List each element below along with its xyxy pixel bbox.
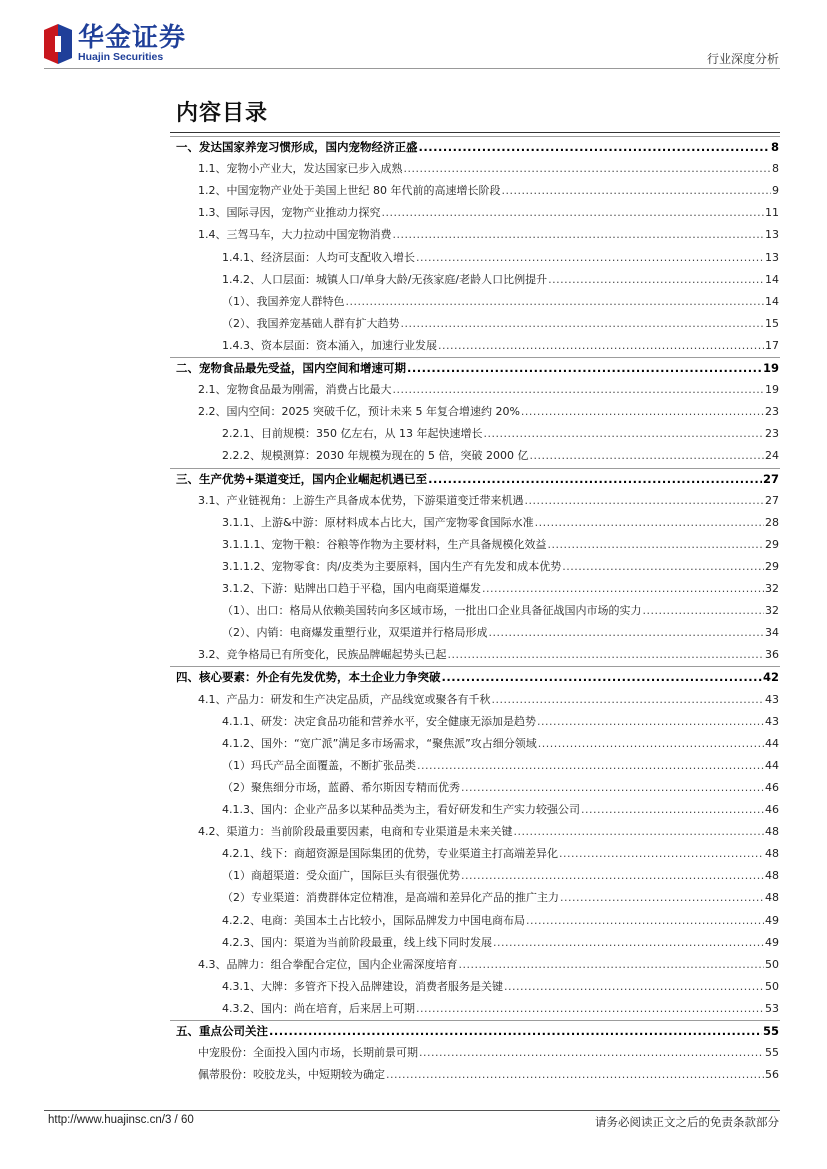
- toc-page-number: 8: [772, 162, 779, 176]
- toc-page-number: 43: [765, 714, 779, 728]
- toc-entry[interactable]: [222, 445, 779, 467]
- toc-dot-leader: [416, 998, 764, 1020]
- toc-entry[interactable]: [222, 799, 779, 821]
- toc-dot-leader: [525, 490, 765, 512]
- toc-entry[interactable]: [222, 976, 779, 998]
- toc-page-number: 14: [765, 294, 779, 308]
- toc-dot-leader: [482, 578, 764, 600]
- toc-page-number: 23: [765, 427, 779, 441]
- toc-entry[interactable]: [198, 1064, 779, 1086]
- toc-entry[interactable]: [198, 821, 779, 843]
- toc-entry[interactable]: [176, 1020, 779, 1042]
- toc-dot-leader: [417, 755, 764, 777]
- toc-page-number: 43: [765, 692, 779, 706]
- toc-page-number: 44: [765, 758, 779, 772]
- toc-dot-leader: [526, 910, 764, 932]
- toc-entry[interactable]: [222, 865, 779, 887]
- toc-dot-leader: [404, 158, 772, 180]
- toc-entry[interactable]: [222, 622, 779, 644]
- toc-page-number: 19: [765, 383, 779, 397]
- toc-entry[interactable]: [222, 269, 779, 291]
- toc-page-number: 48: [765, 825, 779, 839]
- toc-entry[interactable]: [198, 224, 779, 246]
- toc-title: 内容目录: [176, 101, 269, 126]
- toc-entry[interactable]: [222, 578, 779, 600]
- toc-entry-title: 4.2、渠道力：当前阶段最重要因素，电商和专业渠道是未来关键: [198, 825, 513, 839]
- toc-entry-title: 4.2.1、线下：商超资源是国际集团的优势，专业渠道主打高端差异化: [222, 847, 558, 861]
- toc-entry-title: 1.4、三驾马车，大力拉动中国宠物消费: [198, 228, 392, 242]
- toc-entry-title: 4.1.3、国内：企业产品多以某种品类为主，看好研发和生产实力较强公司: [222, 803, 580, 816]
- toc-entry-title: 1.4.2、人口层面：城镇人口/单身大龄/无孩家庭/老龄人口比例提升: [222, 272, 548, 286]
- toc-entry-title: 4.2.3、国内：渠道为当前阶段最重，线上线下同时发展: [222, 935, 492, 949]
- toc-entry[interactable]: [222, 600, 779, 622]
- toc-entry[interactable]: [222, 711, 779, 733]
- toc-entry[interactable]: [198, 490, 779, 512]
- toc-page-number: 27: [765, 493, 779, 507]
- toc-page-number: 55: [765, 1046, 779, 1060]
- toc-dot-leader: [548, 269, 764, 291]
- toc-entry-title: （1）、我国养宠人群特色: [222, 294, 345, 308]
- toc-dot-leader: [489, 622, 765, 644]
- toc-entry[interactable]: [222, 335, 779, 357]
- toc-dot-leader: [459, 954, 765, 976]
- toc-dot-leader: [560, 887, 764, 909]
- toc-entry[interactable]: [198, 1042, 779, 1064]
- toc-dot-leader: [407, 357, 762, 379]
- toc-entry-title: 4.2.2、电商：美国本土占比较小，国际品牌发力中国电商布局: [222, 913, 525, 927]
- toc-page-number: 48: [765, 869, 779, 883]
- toc-entry-title: 1.4.1、经济层面：人均可支配收入增长: [222, 250, 415, 264]
- toc-entry-title: 4.3.1、大牌：多管齐下投入品牌建设，消费者服务是关键: [222, 979, 503, 993]
- toc-dot-leader: [537, 711, 764, 733]
- toc-dot-leader: [428, 468, 762, 490]
- toc-entry-title: 1.4.3、资本层面：资本涌入，加速行业发展: [222, 338, 437, 352]
- toc-page-number: 46: [765, 780, 779, 794]
- toc-entry-title: 佩蒂股份：咬胶龙头，中短期较为确定: [198, 1068, 385, 1082]
- huajin-logo-icon: [44, 24, 72, 64]
- toc-entry-title: 四、核心要素：外企有先发优势，本土企业力争突破: [176, 670, 441, 685]
- toc-entry-title: （1）商超渠道：受众面广，国际巨头有很强优势: [222, 869, 460, 883]
- toc-entry[interactable]: [222, 247, 779, 269]
- toc-entry[interactable]: [198, 379, 779, 401]
- toc-section-separator: [170, 136, 780, 137]
- toc-entry[interactable]: [222, 777, 779, 799]
- toc-page-number: 8: [770, 140, 779, 154]
- toc-entry-title: 中宠股份：全面投入国内市场，长期前景可期: [198, 1046, 418, 1060]
- toc-page-number: 17: [765, 338, 779, 352]
- toc-page-number: 27: [762, 471, 779, 486]
- toc-page-number: 32: [765, 582, 779, 595]
- toc-dot-leader: [562, 556, 764, 578]
- toc-entry[interactable]: [198, 954, 779, 976]
- logo-chinese-name: 华金证券: [78, 23, 187, 53]
- toc-entry-title: 2.1、宠物食品最为刚需，消费占比最大: [198, 383, 392, 397]
- toc-page-number: 50: [765, 957, 779, 971]
- toc-dot-leader: [416, 247, 764, 269]
- toc-entry[interactable]: [176, 136, 779, 158]
- toc-page-number: 53: [765, 1001, 779, 1015]
- toc-entry[interactable]: [198, 401, 779, 423]
- toc-dot-leader: [538, 733, 764, 755]
- toc-entry[interactable]: [222, 556, 779, 578]
- toc-dot-leader: [492, 689, 765, 711]
- toc-entry-title: 3.1、产业链视角：上游生产具备成本优势，下游渠道变迁带来机遇: [198, 493, 524, 507]
- toc-dot-leader: [448, 644, 765, 666]
- toc-page-number: 36: [765, 648, 779, 662]
- toc-page-number: 29: [765, 537, 779, 551]
- toc-dot-leader: [442, 666, 762, 688]
- toc-entry[interactable]: [198, 689, 779, 711]
- toc-entry[interactable]: [222, 843, 779, 865]
- toc-page-number: 23: [765, 405, 779, 419]
- toc-section-separator: [170, 357, 780, 358]
- toc-entry[interactable]: [222, 313, 779, 335]
- toc-entry[interactable]: [222, 755, 779, 777]
- toc-page-number: 48: [765, 847, 779, 861]
- toc-page-number: 14: [765, 272, 779, 286]
- toc-dot-leader: [461, 777, 764, 799]
- toc-entry-title: 3.1.2、下游：贴牌出口趋于平稳，国内电商渠道爆发: [222, 582, 481, 595]
- toc-entry[interactable]: [222, 512, 779, 534]
- toc-entry-title: （1）玛氏产品全面覆盖，不断扩张品类: [222, 758, 416, 772]
- toc-entry-title: 一、发达国家养宠习惯形成，国内宠物经济正盛: [176, 140, 418, 154]
- toc-dot-leader: [393, 379, 765, 401]
- toc-entry-title: 3.1.1.2、宠物零食：肉/皮类为主要原料，国内生产有先发和成本优势: [222, 559, 562, 573]
- toc-dot-leader: [521, 401, 764, 423]
- toc-entry-title: 3.1.1.1、宠物干粮：谷粮等作物为主要材料，生产具备规模化效益: [222, 537, 547, 551]
- toc-entry-title: 五、重点公司关注: [176, 1024, 268, 1038]
- toc-dot-leader: [382, 202, 765, 224]
- toc-dot-leader: [501, 180, 771, 202]
- toc-entry[interactable]: [222, 423, 779, 445]
- toc-entry-title: 三、生产优势+渠道变迁，国内企业崛起机遇已至: [176, 471, 428, 486]
- toc-entry-title: （2）聚焦细分市场，蓝爵、希尔斯因专精而优秀: [222, 780, 460, 794]
- toc-page-number: 24: [765, 449, 779, 463]
- toc-dot-leader: [346, 291, 765, 313]
- header-divider: [44, 68, 780, 69]
- toc-entry[interactable]: [176, 357, 779, 379]
- toc-entry-title: 2.2.1、目前规模：350 亿左右，从 13 年起快速增长: [222, 427, 483, 441]
- toc-page-number: 46: [765, 803, 779, 816]
- toc-page-number: 13: [765, 250, 779, 264]
- toc-entry-title: 4.1.1、研发：决定食品功能和营养水平，安全健康无添加是趋势: [222, 714, 536, 728]
- toc-entry[interactable]: [198, 158, 779, 180]
- toc-entry-title: 3.2、竞争格局已有所变化，民族品牌崛起势头已起: [198, 648, 447, 662]
- toc-entry[interactable]: [222, 932, 779, 954]
- toc-entry-title: 二、宠物食品最先受益，国内空间和增速可期: [176, 361, 406, 375]
- toc-entry[interactable]: [198, 180, 779, 202]
- toc-entry[interactable]: [198, 202, 779, 224]
- toc-dot-leader: [643, 600, 765, 622]
- toc-entry-title: 4.1.2、国外：“宽广派”满足多市场需求，“聚焦派”攻占细分领域: [222, 736, 537, 750]
- toc-section-separator: [170, 468, 780, 469]
- toc-page-number: 49: [765, 913, 779, 927]
- toc-dot-leader: [419, 136, 770, 158]
- toc-page-number: 15: [765, 316, 779, 330]
- toc-dot-leader: [514, 821, 765, 843]
- toc-title-rule: [170, 132, 780, 133]
- toc-entry-title: （1）、出口：格局从依赖美国转向多区域市场，一批出口企业具备征战国内市场的实力: [222, 604, 642, 618]
- toc-entry[interactable]: [176, 468, 779, 490]
- footer-disclaimer: 请务必阅读正文之后的免责条款部分: [595, 1115, 779, 1129]
- toc-entry-title: 4.3.2、国内：尚在培育，后来居上可期: [222, 1001, 415, 1015]
- toc-dot-leader: [419, 1042, 764, 1064]
- toc-entry-title: 4.3、品牌力：组合拳配合定位，国内企业需深度培育: [198, 957, 458, 971]
- toc-page-number: 44: [765, 736, 779, 750]
- toc-dot-leader: [386, 1064, 764, 1086]
- toc-dot-leader: [393, 224, 765, 246]
- toc-entry[interactable]: [222, 887, 779, 909]
- toc-dot-leader: [547, 534, 764, 556]
- toc-page-number: 50: [765, 979, 779, 993]
- toc-dot-leader: [504, 976, 764, 998]
- toc-dot-leader: [535, 512, 764, 534]
- toc-entry[interactable]: [222, 998, 779, 1020]
- toc-entry[interactable]: [176, 666, 779, 688]
- toc-entry[interactable]: [222, 910, 779, 932]
- toc-page-number: 29: [765, 559, 779, 573]
- toc-dot-leader: [461, 865, 764, 887]
- toc-entry-title: 1.2、中国宠物产业处于美国上世纪 80 年代前的高速增长阶段: [198, 184, 501, 198]
- toc-page-number: 11: [765, 206, 779, 220]
- toc-entry[interactable]: [222, 534, 779, 556]
- toc-entry-title: （2）、内销：电商爆发重塑行业，双渠道并行格局形成: [222, 626, 488, 640]
- footer-divider: [44, 1110, 780, 1111]
- toc-page-number: 19: [762, 361, 779, 375]
- toc-entry-title: 2.2.2、规模测算：2030 年规模为现在的 5 倍，突破 2000 亿: [222, 449, 529, 463]
- document-type-label: 行业深度分析: [706, 52, 779, 66]
- toc-page-number: 9: [772, 184, 779, 198]
- toc-entry-title: （2）专业渠道：消费群体定位精准，是高端和差异化产品的推广主力: [222, 891, 559, 905]
- toc-entry-title: 4.1、产品力：研发和生产决定品质，产品线宽或聚各有千秋: [198, 692, 491, 706]
- toc-dot-leader: [438, 335, 764, 357]
- page-header: [0, 0, 827, 72]
- logo-english-name: Huajin Securities: [78, 51, 164, 63]
- toc-entry-title: 1.3、国际寻因，宠物产业推动力探究: [198, 206, 381, 220]
- toc-section-separator: [170, 666, 780, 667]
- toc-page-number: 55: [762, 1024, 779, 1038]
- toc-section-separator: [170, 1020, 780, 1021]
- footer-url[interactable]: http://www.huajinsc.cn/3 / 60: [48, 1114, 194, 1126]
- toc-dot-leader: [581, 799, 764, 821]
- toc-dot-leader: [483, 423, 764, 445]
- toc-entry-title: 2.2、国内空间：2025 突破千亿，预计未来 5 年复合增速约 20%: [198, 405, 520, 419]
- toc-page-number: 13: [765, 228, 779, 242]
- toc-entry-title: 1.1、宠物小产业大，发达国家已步入成熟: [198, 162, 403, 176]
- toc-page-number: 34: [765, 626, 779, 640]
- toc-dot-leader: [559, 843, 764, 865]
- toc-dot-leader: [493, 932, 764, 954]
- toc-page-number: 32: [765, 604, 779, 618]
- toc-page-number: 48: [765, 891, 779, 905]
- toc-dot-leader: [269, 1020, 762, 1042]
- toc-page-number: 56: [765, 1068, 779, 1082]
- toc-page-number: 42: [762, 670, 779, 685]
- toc-entry[interactable]: [222, 733, 779, 755]
- toc-entry-title: 3.1.1、上游&中游：原材料成本占比大，国产宠物零食国际水准: [222, 515, 534, 529]
- toc-entry-title: （2）、我国养宠基础人群有扩大趋势: [222, 316, 400, 330]
- toc-page-number: 28: [765, 515, 779, 529]
- toc-dot-leader: [401, 313, 765, 335]
- toc-entry[interactable]: [222, 291, 779, 313]
- toc-page-number: 49: [765, 935, 779, 949]
- toc-dot-leader: [529, 445, 764, 467]
- toc-entry[interactable]: [198, 644, 779, 666]
